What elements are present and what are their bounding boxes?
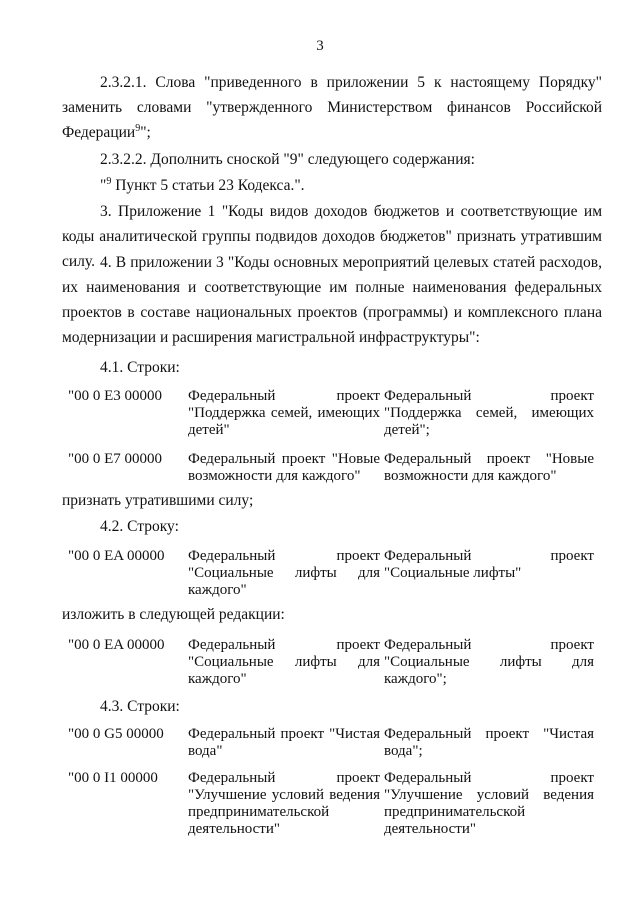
row-code: "00 0 EA 00000 — [68, 637, 165, 653]
section-4-3-heading: 4.3. Строки: — [100, 698, 180, 715]
row-old-name: Федеральный проект "Поддержка семей, имеющих детей" — [188, 388, 380, 438]
row-new-name: Федеральный проект "Новые возможности для каждого" — [384, 451, 594, 484]
row-new-name: Федеральный проект "Чистая вода"; — [384, 726, 594, 759]
row-code: "00 0 E3 00000 — [68, 388, 163, 404]
row-code: "00 0 G5 00000 — [68, 726, 164, 742]
footnote-ref: 9 — [135, 122, 141, 134]
footnote-number: 9 — [106, 175, 112, 187]
row-new-name: Федеральный проект "Улучшение условий ведения предпринимательской деятельности" — [384, 770, 594, 837]
row-new-name: Федеральный проект "Социальные лифты для каждого"; — [384, 637, 594, 687]
after-4-2-text: изложить в следующей редакции: — [62, 606, 285, 623]
page-number: 3 — [316, 38, 324, 54]
row-old-name: Федеральный проект "Социальные лифты для каждого" — [188, 548, 380, 598]
row-old-name: Федеральный проект "Социальные лифты для каждого" — [188, 637, 380, 687]
row-code: "00 0 EA 00000 — [68, 548, 165, 564]
footnote-body: Пункт 5 статьи 23 Кодекса.". — [111, 177, 305, 194]
row-code: "00 0 I1 00000 — [68, 770, 158, 786]
section-4-1-heading: 4.1. Строки: — [100, 359, 180, 376]
paragraph-3: 3. Приложение 1 "Коды видов доходов бюджетов и соответствующие им коды аналитической группы подвидов доходов бюджетов" признать утратившим силу. — [62, 203, 602, 270]
row-code: "00 0 E7 00000 — [68, 451, 163, 467]
row-old-name: Федеральный проект "Чистая вода" — [188, 726, 380, 759]
footnote-text — [62, 173, 602, 198]
paragraph-2-3-2-2: 2.3.2.2. Дополнить сноской "9" следующего содержания: — [100, 151, 475, 168]
footnote-quote: " — [100, 177, 107, 194]
paragraph-text: 2.3.2.1. Слова "приведенного в приложении 5 к настоящему Порядку" заменить словами "утвержденного Министерством финансов Российской Федерации — [62, 74, 602, 141]
row-old-name: Федеральный проект "Новые возможности для каждого" — [188, 451, 380, 484]
row-old-name: Федеральный проект "Улучшение условий ведения предпринимательской деятельности" — [188, 770, 380, 837]
paragraph-4: 4. В приложении 3 "Коды основных мероприятий целевых статей расходов, их наименования и соответствующие им полные наименования федеральных проектов в составе национальных проектов (программы) и комплексного плана модернизации и расширения магистральной инфраструктуры": — [62, 254, 602, 346]
after-4-1-text: признать утратившими силу; — [62, 492, 254, 509]
row-new-name: Федеральный проект "Социальные лифты" — [384, 548, 594, 581]
paragraph-2-3-2-1 — [62, 70, 602, 145]
row-new-name: Федеральный проект "Поддержка семей, имеющих детей"; — [384, 388, 594, 438]
section-4-2-heading: 4.2. Строку: — [100, 518, 179, 535]
paragraph-text-end: "; — [140, 124, 151, 141]
